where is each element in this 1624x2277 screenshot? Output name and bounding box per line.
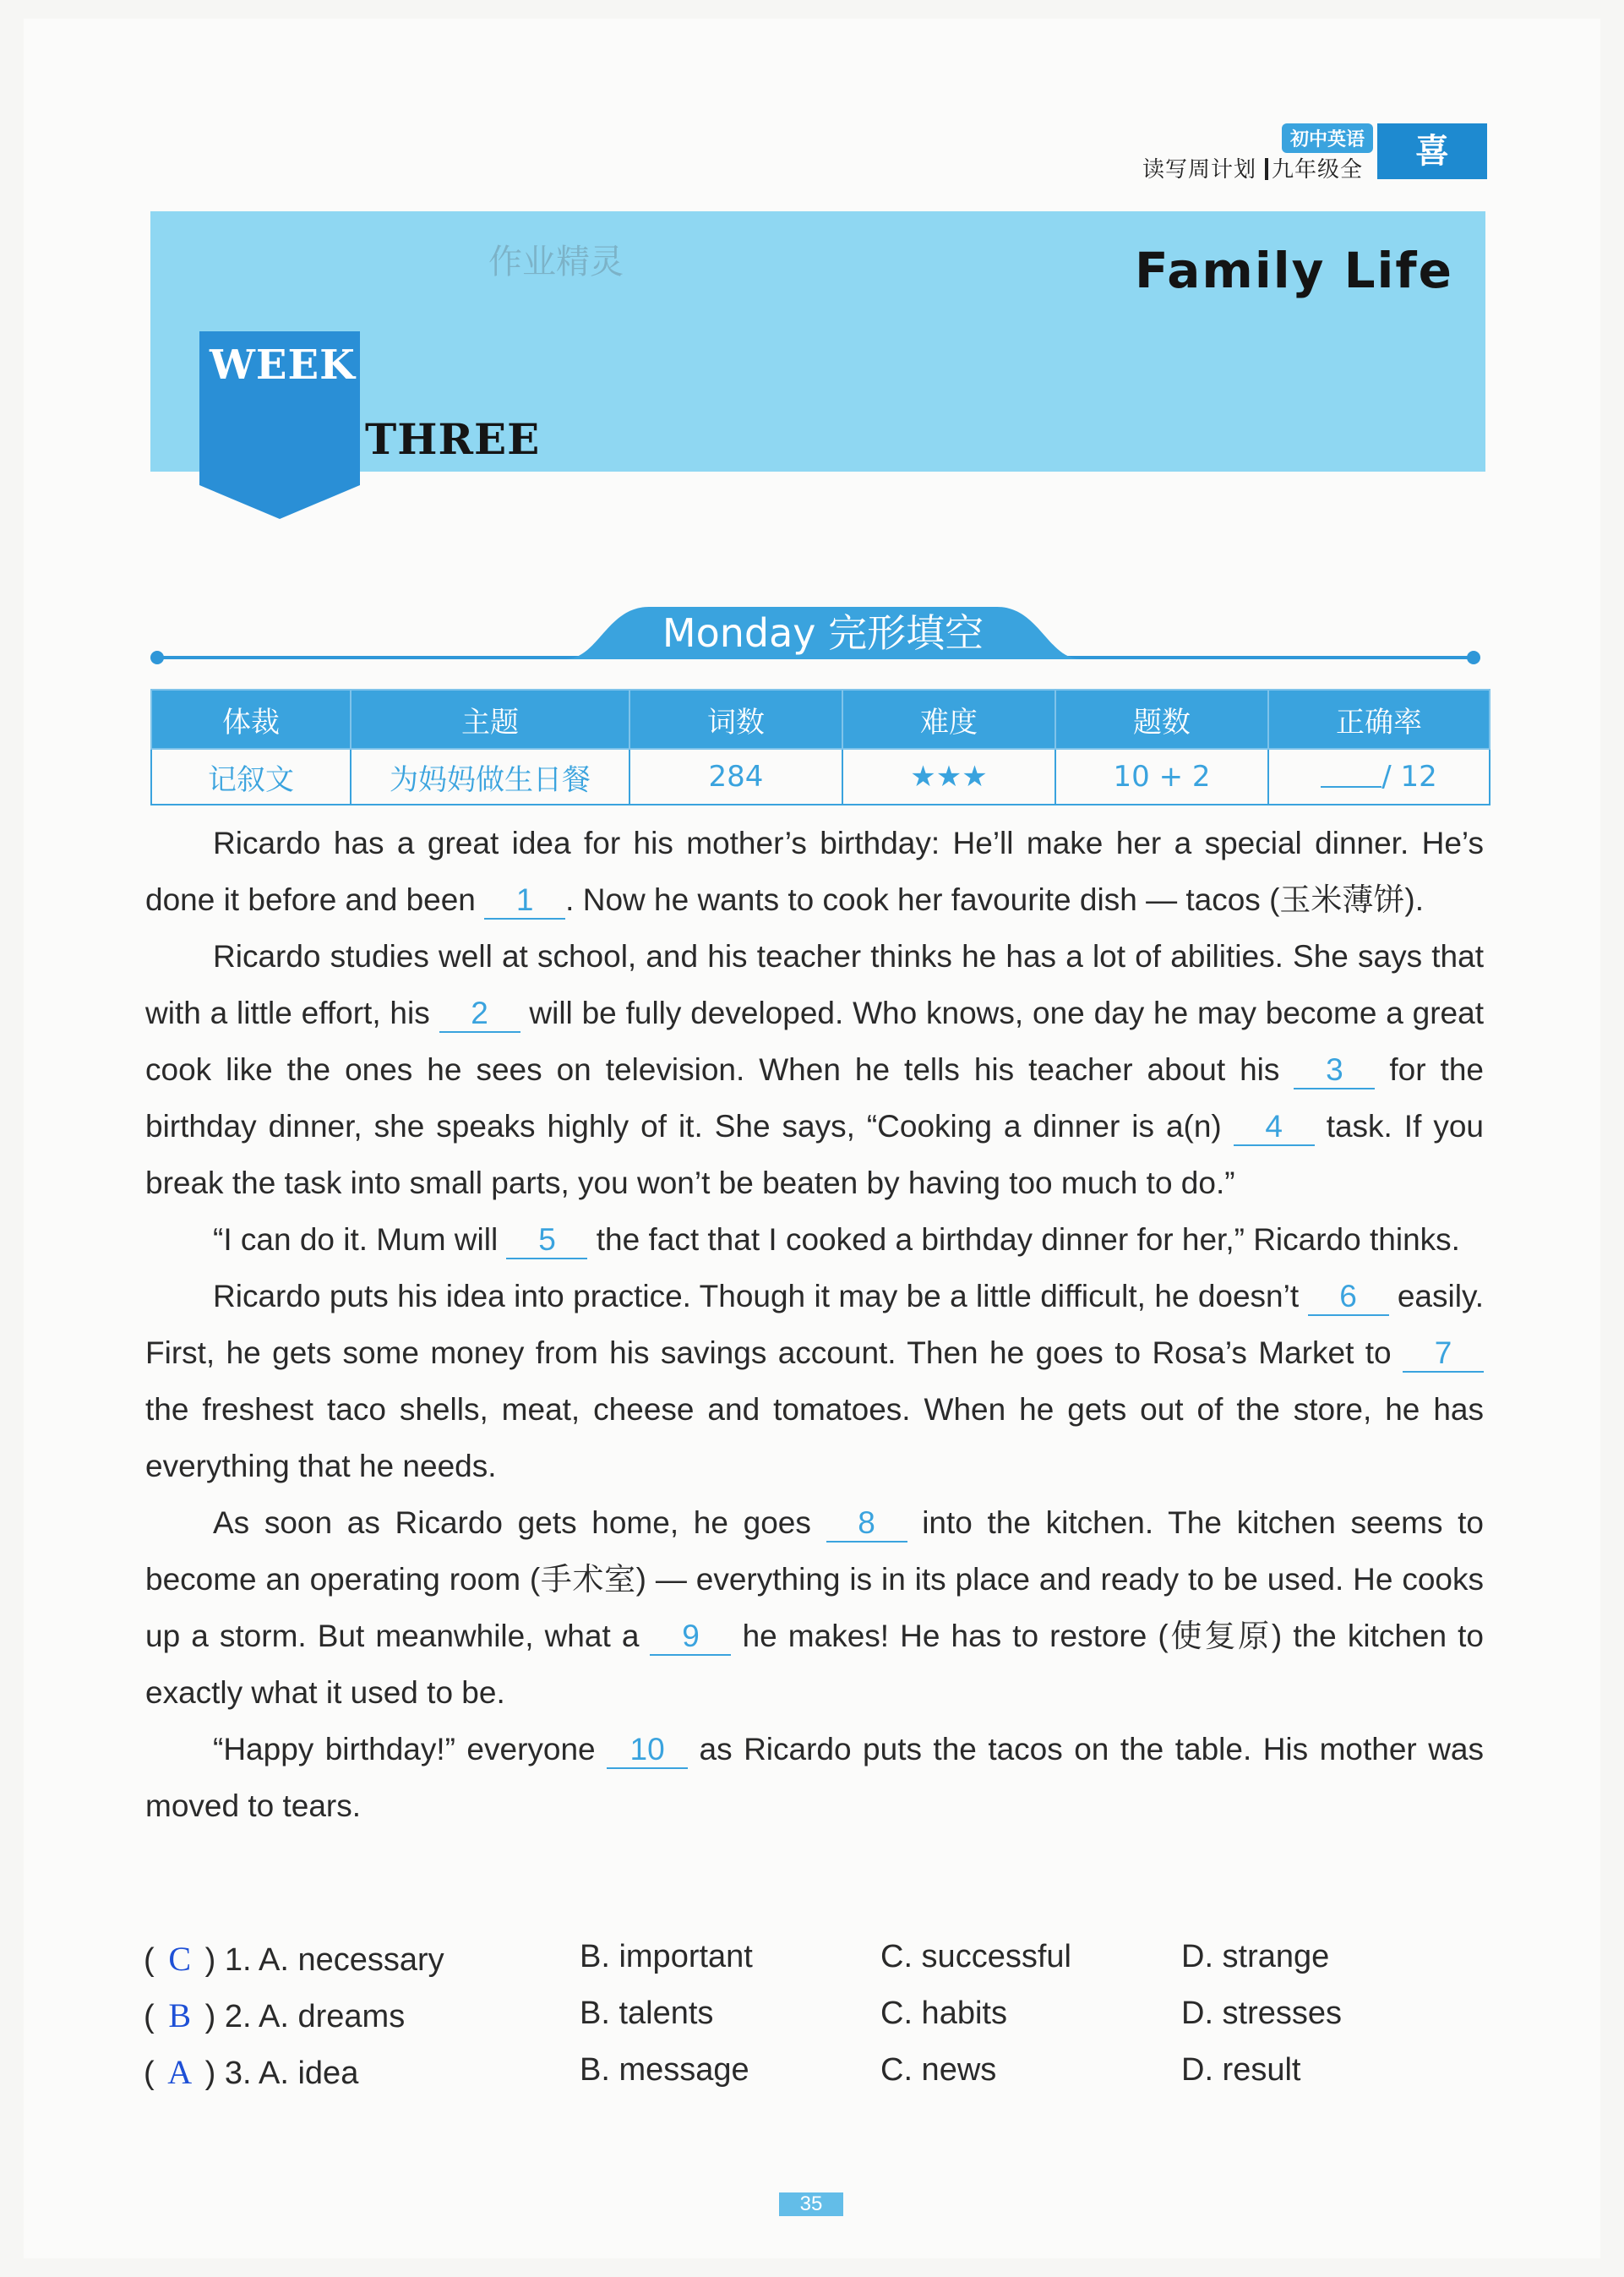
- option-c: C. news: [880, 2052, 997, 2088]
- option-c: C. successful: [880, 1939, 1071, 1974]
- week-label: WEEK: [210, 341, 356, 389]
- paragraph: Ricardo has a great idea for his mother’s birthday: He’ll make her a special dinner. He’s done it before and been 1 . Now he wants to cook her favourite dish — tacos (玉米薄饼).: [145, 815, 1484, 928]
- separator: [1265, 158, 1268, 180]
- header-accuracy: 正确率: [1268, 690, 1490, 749]
- page-number: 35: [779, 2192, 843, 2216]
- exercise-info-table: [150, 689, 1490, 805]
- accuracy-blank[interactable]: [1321, 761, 1381, 788]
- publisher-logo: 喜: [1377, 123, 1487, 179]
- paragraph: Ricardo puts his idea into practice. Though it may be a little difficult, he doesn’t 6 easily. First, he gets some money from his savings account. Then he goes to Rosa’s Market to 7 the freshest taco shells, meat, cheese and tomatoes. When he gets out of the store, he has everything that he needs.: [145, 1279, 1484, 1483]
- accuracy-total: / 12: [1381, 760, 1437, 794]
- answer-options: [144, 1939, 1496, 2109]
- option-b: B. talents: [580, 1996, 714, 2031]
- option-d: D. result: [1181, 2052, 1301, 2088]
- genre-value: 记叙文: [151, 749, 351, 805]
- blank-6[interactable]: 6: [1308, 1279, 1389, 1316]
- option-a: ) 1. A. necessary: [204, 1942, 444, 1978]
- divider-dot-right: [1467, 651, 1480, 664]
- paragraph: “I can do it. Mum will 5 the fact that I cooked a birthday dinner for her,” Ricardo thinks.: [145, 1211, 1484, 1268]
- cloze-passage: [145, 815, 1484, 1834]
- book-name: 读写周计划: [1142, 157, 1257, 183]
- paragraph: As soon as Ricardo gets home, he goes 8 into the kitchen. The kitchen seems to become an operating room (手术室) — everything is in its place and ready to be used. He cooks up a storm. But meanwhile, what a 9 he makes! He has to restore (使复原) the kitchen to exactly what it used to be.: [145, 1505, 1485, 1710]
- option-b: B. important: [580, 1939, 753, 1974]
- grade-label: 九年级全: [1272, 157, 1364, 183]
- header-genre: 体裁: [151, 690, 351, 749]
- header-topic: 主题: [351, 690, 629, 749]
- table-header-row: [151, 690, 1490, 749]
- series-tag: 初中英语: [1282, 123, 1373, 153]
- option-c: C. habits: [880, 1996, 1007, 2031]
- answer-mark[interactable]: C: [168, 1940, 191, 1978]
- option-d: D. strange: [1181, 1939, 1330, 1974]
- difficulty-stars: ★★★: [842, 749, 1055, 805]
- answer-mark[interactable]: B: [168, 1996, 191, 2034]
- header-question-count: 题数: [1055, 690, 1268, 749]
- word-count-value: 284: [629, 749, 842, 805]
- blank-1[interactable]: 1: [484, 882, 565, 920]
- option-b: B. message: [580, 2052, 749, 2088]
- question-row: ( A ) 3. A. idea B. message C. news D. result: [144, 2052, 1301, 2091]
- blank-3[interactable]: 3: [1294, 1052, 1375, 1089]
- divider-dot-left: [150, 651, 164, 664]
- option-a: ) 3. A. idea: [204, 2056, 359, 2091]
- paragraph: “Happy birthday!” everyone 10 as Ricardo puts the tacos on the table. His mother was moved to tears.: [145, 1732, 1484, 1823]
- option-d: D. stresses: [1181, 1996, 1343, 2031]
- week-number: THREE: [365, 414, 541, 464]
- blank-5[interactable]: 5: [506, 1222, 587, 1259]
- unit-title: Family Life: [1135, 242, 1453, 299]
- section-title: Monday 完形填空: [662, 610, 984, 656]
- option-a: ) 2. A. dreams: [204, 1999, 406, 2034]
- accuracy-value: [1268, 749, 1490, 805]
- blank-10[interactable]: 10: [607, 1732, 688, 1769]
- topic-value: 为妈妈做生日餐: [351, 749, 629, 805]
- blank-7[interactable]: 7: [1403, 1335, 1484, 1373]
- blank-8[interactable]: 8: [826, 1505, 907, 1543]
- blank-2[interactable]: 2: [439, 996, 520, 1033]
- watermark: 作业精灵: [488, 243, 624, 281]
- book-header: [1142, 123, 1487, 183]
- blank-9[interactable]: 9: [650, 1619, 731, 1656]
- answer-mark[interactable]: A: [167, 2053, 193, 2091]
- question-row: ( B ) 2. A. dreams B. talents C. habits D. stresses: [144, 1996, 1343, 2034]
- blank-4[interactable]: 4: [1234, 1109, 1315, 1146]
- table-row: [151, 749, 1490, 805]
- header-difficulty: 难度: [842, 690, 1055, 749]
- header-word-count: 词数: [629, 690, 842, 749]
- book-info: [1142, 152, 1363, 183]
- question-count-value: 10 + 2: [1055, 749, 1268, 805]
- paragraph: Ricardo studies well at school, and his teacher thinks he has a lot of abilities. She says that with a little effort, his 2 will be fully developed. Who knows, one day he may become a great cook like the ones he sees on television. When he tells his teacher about his 3 for the birthday dinner, she speaks highly of it. She says, “Cooking a dinner is a(n) 4 task. If you break the task into small parts, you won’t be beaten by having too much to do.”: [145, 939, 1484, 1200]
- question-row: ( C ) 1. A. necessary B. important C. successful D. strange: [144, 1939, 1330, 1978]
